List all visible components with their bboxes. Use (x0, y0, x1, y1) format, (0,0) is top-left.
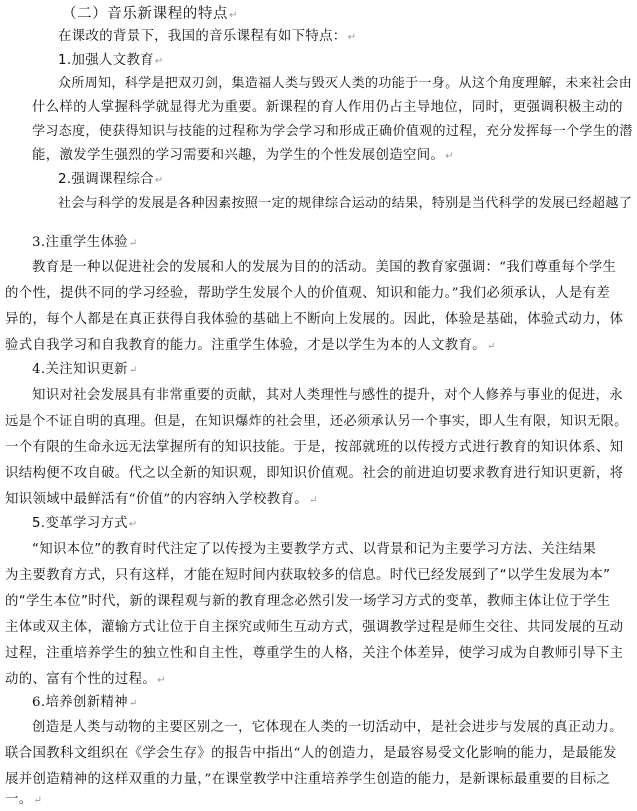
subheading-5: 5.变革学习方式↵ (32, 516, 138, 531)
paragraph-6-line: 联合国教科文组织在《学会生存》的报告中指出“人的创造力，是最容易受文化影响的能力，是最能发 (5, 746, 617, 761)
paragraph-5-line: 过程，注重培养学生的独立性和自主性，尊重学生的人格，关注个体差异，使学习成为自教师引导下主 (5, 646, 624, 661)
paragraph-4-line: 知识对社会发展具有非常重要的贡献，其对人类理性与感性的提升，对个人修养与事业的促进，永 (32, 388, 623, 403)
paragraph-5-line: 主体或双主体，灌输方式让位于自主探究或师生互动方式，强调教学过程是师生交往、共同发展的互动 (5, 620, 624, 635)
paragraph-3-line: 教育是一种以促进社会的发展和人的发展为目的的活动。美国的教育家强调：“我们尊重每个学生 (32, 260, 617, 275)
paragraph-1-line: 能，激发学生强烈的学习需要和兴趣，为学生的个性发展创造空间。↵ (32, 148, 454, 163)
paragraph-5-line: 为主要教育方式，只有这样，才能在短时间内获取较多的信息。时代已经发展到了“以学生发展为本” (5, 568, 611, 583)
intro-line: 在课改的背景下，我国的音乐课程有如下特点：↵ (58, 29, 357, 44)
subheading-2: 2.强调课程综合↵ (58, 172, 164, 187)
subheading-4: 4.关注知识更新↵ (32, 362, 138, 377)
paragraph-3-line: 的个性，提供不同的学习经验，帮助学生发展个人的价值观、知识和能力。”我们必须承认，人是有差 (5, 286, 611, 301)
paragraph-4-line: 远是个不证自明的真理。但是，在知识爆炸的社会里，还必须承认另一个事实，即人生有限，知识无限。 (5, 414, 628, 429)
section-heading: （二）音乐新课程的特点↵ (62, 6, 239, 22)
paragraph-4-line: 识结构便不攻自破。代之以全新的知识观，即知识价值观。社会的前进迫切要求教育进行知识更新，将 (5, 466, 624, 481)
subheading-1: 1.加强人文教育↵ (58, 53, 164, 68)
paragraph-2-line: 社会与科学的发展是各种因素按照一定的规律综合运动的结果，特别是当代科学的发展已经超越了 (58, 196, 633, 211)
paragraph-1-line: 什么样的人掌握科学就显得尤为重要。新课程的育人作用仍占主导地位，同时，更强调积极主动的 (32, 100, 623, 115)
paragraph-5-line: 的“学生本位”时代，新的课程观与新的教育理念必然引发一场学习方式的变革，教师主体让位于学生 (5, 594, 611, 609)
paragraph-3-line: 异的，每个人都是在真正获得自我体验的基础上不断向上发展的。因此，体验是基础，体验式动力，体 (5, 312, 624, 327)
paragraph-4-line: 知识领域中最鲜活有“价值”的内容纳入学校教育。↵ (5, 492, 318, 507)
paragraph-5-line: 动的、富有个性的过程。↵ (5, 672, 166, 687)
paragraph-1-line: 众所周知，科学是把双刃剑，集造福人类与毁灭人类的功能于一身。从这个角度理解，未来社会由 (58, 76, 633, 91)
paragraph-4-line: 一个有限的生命永远无法掌握所有的知识技能。于是，按部就班的以传授方式进行教育的知识体系、知 (5, 440, 624, 455)
subheading-3: 3.注重学生体验↵ (32, 235, 138, 250)
paragraph-3-line: 验式自我学习和自我教育的能力。注重学生体验，才是以学生为本的人文教育。↵ (5, 338, 496, 353)
paragraph-6-line: 展并创造精神的这样双重的力量，”在课堂教学中注重培养学生创造的能力，是新课标最重要的目标之 (5, 772, 611, 787)
paragraph-6-line: 一。↵ (5, 792, 43, 807)
subheading-6: 6.培养创新精神↵ (32, 695, 138, 710)
paragraph-6-line: 创造是人类与动物的主要区别之一，它体现在人类的一切活动中，是社会进步与发展的真正动力。 (32, 720, 623, 735)
paragraph-1-line: 学习态度，使获得知识与技能的过程称为学会学习和形成正确价值观的过程，充分发挥每一个学生的潜 (32, 124, 633, 139)
paragraph-5-line: “知识本位”的教育时代注定了以传授为主要教学方式、以背景和记为主要学习方法、关注结果 (32, 542, 597, 557)
